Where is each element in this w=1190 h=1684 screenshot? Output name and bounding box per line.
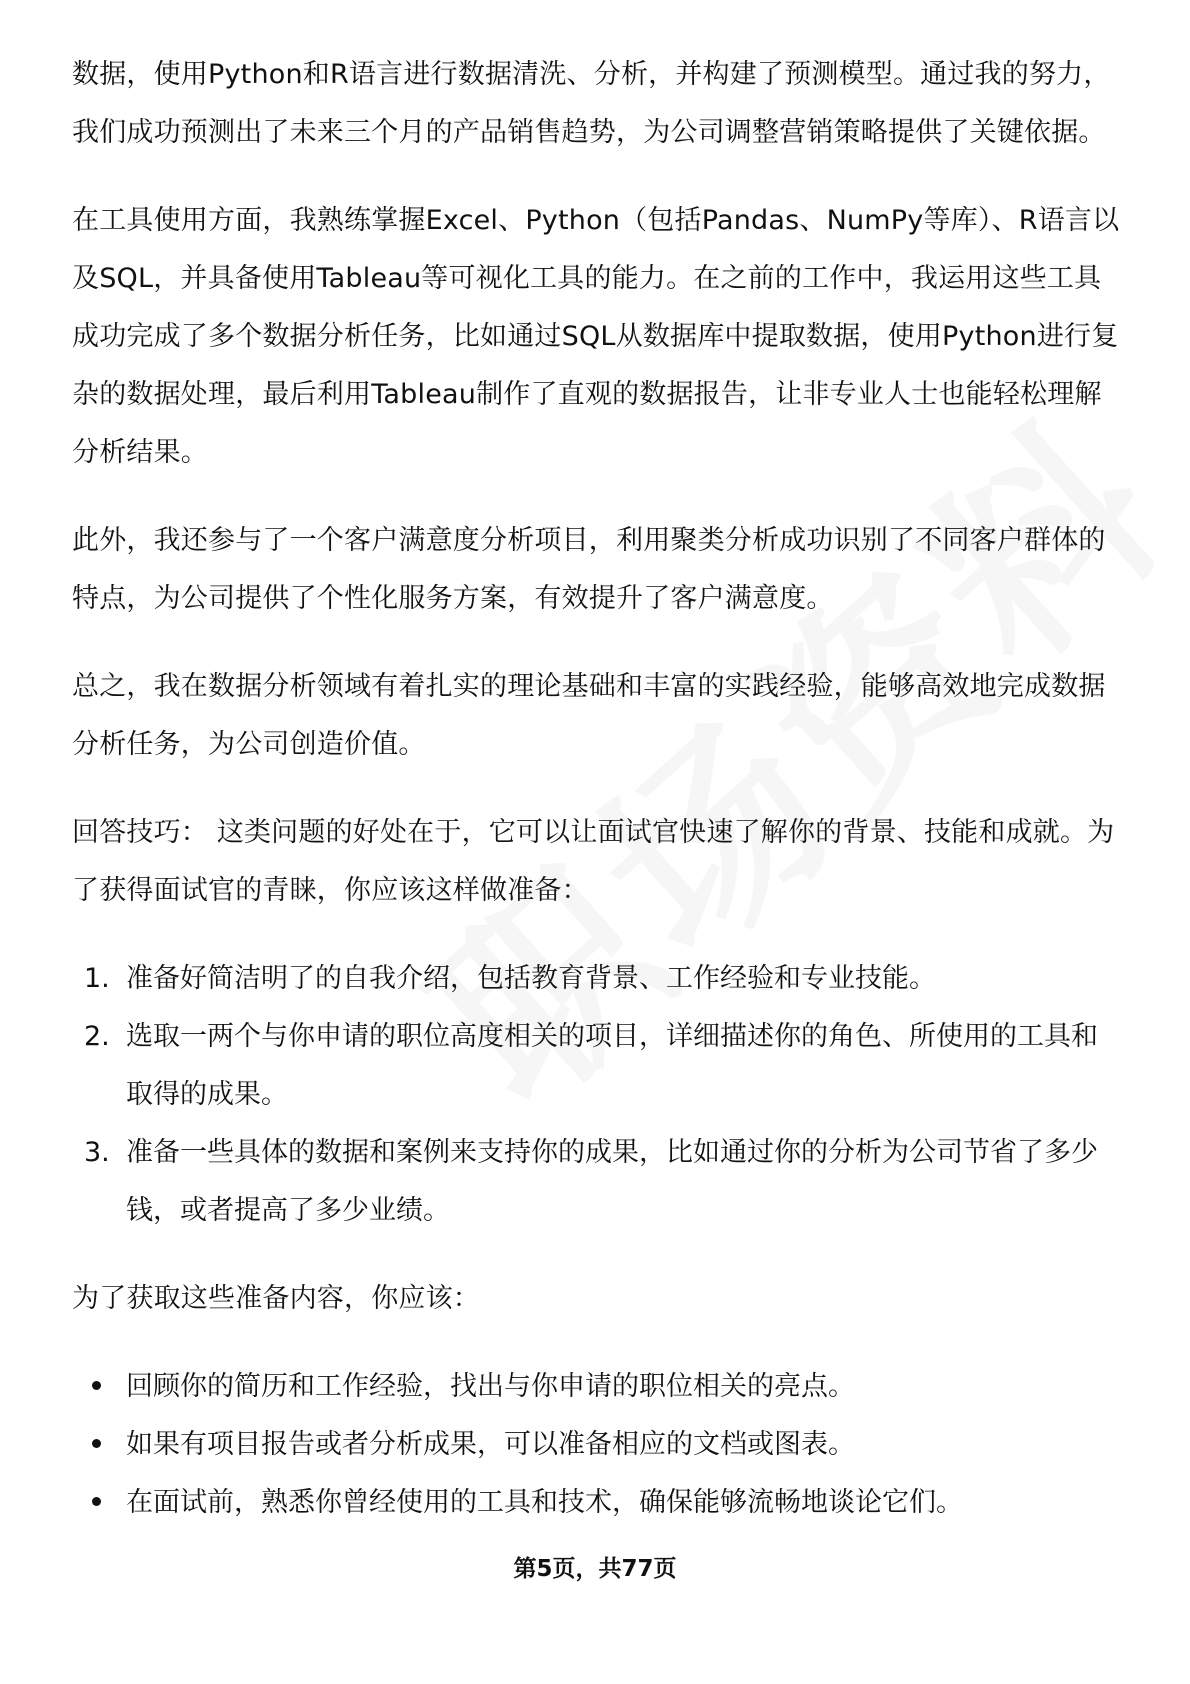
list-item-text: 如果有项目报告或者分析成果，可以准备相应的文档或图表。 bbox=[126, 1429, 855, 1460]
bullet-icon bbox=[92, 1358, 101, 1416]
list-item-text: 准备一些具体的数据和案例来支持你的成果，比如通过你的分析为公司节省了多少钱，或者提高了多少业绩。 bbox=[126, 1137, 1098, 1226]
list-item bbox=[72, 950, 1122, 1008]
bullet-icon bbox=[92, 1474, 101, 1532]
bullet-icon bbox=[92, 1416, 101, 1474]
paragraph-tools: 在工具使用方面，我熟练掌握Excel、Python（包括Pandas、NumPy等库）、R语言以及SQL，并具备使用Tableau等可视化工具的能力。在之前的工作中，我运用这些工具成功完成了多个数据分析任务，比如通过SQL从数据库中提取数据，使用Python进行复杂的数据处理，最后利用Tableau制作了直观的数据报告，让非专业人士也能轻松理解分析结果。 bbox=[72, 205, 1120, 468]
list-item bbox=[72, 1416, 1122, 1474]
list-number: 2. bbox=[84, 1021, 110, 1052]
paragraph-conclusion: 总之，我在数据分析领域有着扎实的理论基础和丰富的实践经验，能够高效地完成数据分析任务，为公司创造价值。 bbox=[72, 671, 1106, 760]
paragraph-preparation: 为了获取这些准备内容，你应该： bbox=[72, 1283, 480, 1314]
list-item-text: 在面试前，熟悉你曾经使用的工具和技术，确保能够流畅地谈论它们。 bbox=[126, 1487, 963, 1518]
list-item-text: 准备好简洁明了的自我介绍，包括教育背景、工作经验和专业技能。 bbox=[126, 963, 936, 994]
list-item bbox=[72, 1474, 1122, 1532]
list-number: 3. bbox=[84, 1137, 110, 1168]
paragraph-project-summary: 数据，使用Python和R语言进行数据清洗、分析，并构建了预测模型。通过我的努力，我们成功预测出了未来三个月的产品销售趋势，为公司调整营销策略提供了关键依据。 bbox=[72, 59, 1111, 148]
page-number: 第5页，共77页 bbox=[513, 1556, 677, 1582]
list-item bbox=[72, 1358, 1122, 1416]
numbered-list bbox=[72, 950, 1122, 1240]
list-number: 1. bbox=[84, 963, 110, 994]
paragraph-customer-project: 此外，我还参与了一个客户满意度分析项目，利用聚类分析成功识别了不同客户群体的特点，为公司提供了个性化服务方案，有效提升了客户满意度。 bbox=[72, 525, 1106, 614]
list-item-text: 选取一两个与你申请的职位高度相关的项目，详细描述你的角色、所使用的工具和取得的成果。 bbox=[126, 1021, 1098, 1110]
list-item bbox=[72, 1008, 1122, 1124]
list-item-text: 回顾你的简历和工作经验，找出与你申请的职位相关的亮点。 bbox=[126, 1371, 855, 1402]
paragraph-answer-tips: 回答技巧： 这类问题的好处在于，它可以让面试官快速了解你的背景、技能和成就。为了获得面试官的青睐，你应该这样做准备： bbox=[72, 817, 1115, 906]
document-body bbox=[72, 46, 1122, 1562]
list-item bbox=[72, 1124, 1122, 1240]
bullet-list bbox=[72, 1358, 1122, 1532]
